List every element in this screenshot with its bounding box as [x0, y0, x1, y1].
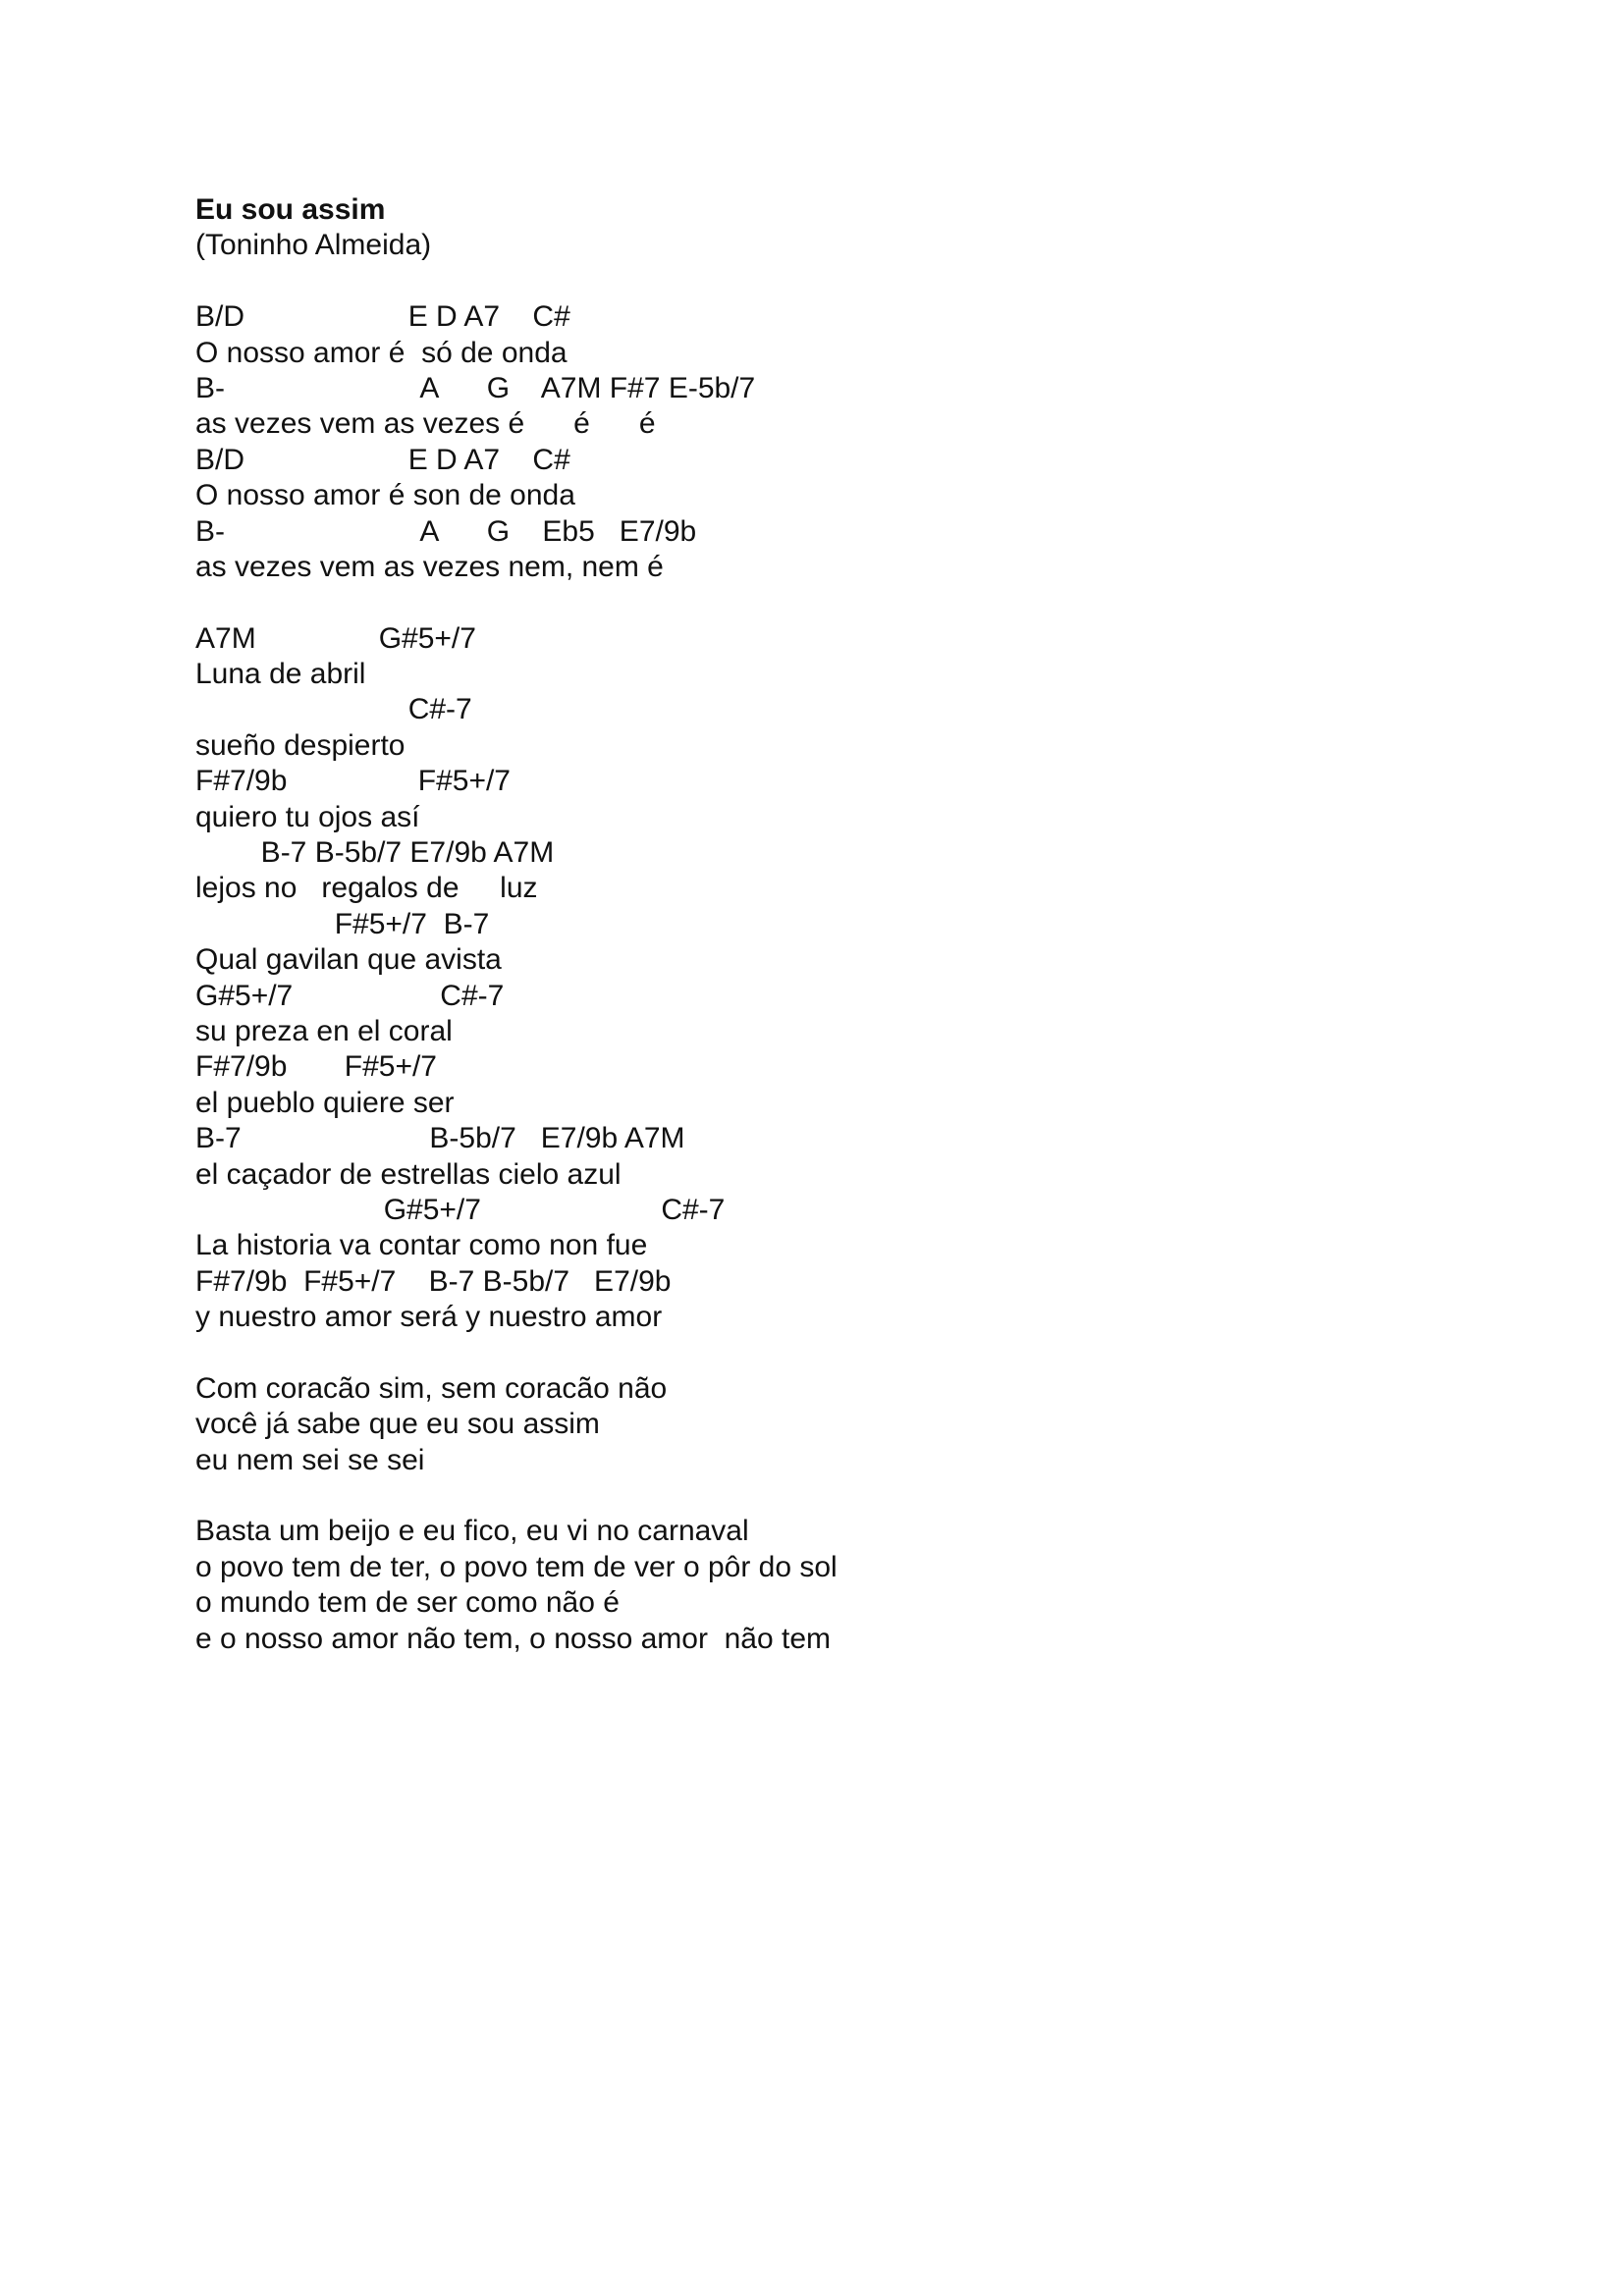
chord-line: F#7/9b F#5+/7: [195, 765, 511, 798]
lyric-line: você já sabe que eu sou assim: [195, 1408, 600, 1441]
lyric-line: O nosso amor é só de onda: [195, 336, 568, 369]
chord-line: B/D E D A7 C#: [195, 300, 570, 334]
lyric-line: Com coracão sim, sem coracão não: [195, 1371, 668, 1405]
spacer: [195, 585, 1472, 620]
lyric-line: Basta um beijo e eu fico, eu vi no carnaval: [195, 1515, 749, 1548]
lyric-line: O nosso amor é son de onda: [195, 479, 575, 512]
verse-4: [195, 1514, 1472, 1657]
lyric-line: Qual gavilan que avista: [195, 943, 502, 977]
chord-line: B/D E D A7 C#: [195, 443, 570, 476]
lyric-line: o povo tem de ter, o povo tem de ver o pôr do sol: [195, 1550, 838, 1583]
lyric-line: lejos no regalos de luz: [195, 872, 538, 905]
verse-2: [195, 621, 1472, 1336]
lyric-line: as vezes vem as vezes nem, nem é: [195, 550, 664, 583]
chord-line: F#7/9b F#5+/7 B-7 B-5b/7 E7/9b: [195, 1264, 672, 1298]
lyric-line: el pueblo quiere ser: [195, 1086, 455, 1119]
chord-line: B-7 B-5b/7 E7/9b A7M: [195, 1122, 685, 1155]
chord-line: G#5+/7 C#-7: [195, 1193, 726, 1226]
lyric-line: y nuestro amor será y nuestro amor: [195, 1301, 663, 1334]
verse-3: [195, 1371, 1472, 1478]
spacer: [195, 264, 1472, 299]
lyric-line: quiero tu ojos así: [195, 800, 420, 833]
lyric-line: o mundo tem de ser como não é: [195, 1586, 620, 1620]
lyric-line: e o nosso amor não tem, o nosso amor não tem: [195, 1622, 832, 1655]
chord-line: G#5+/7 C#-7: [195, 979, 505, 1012]
chord-line: B- A G Eb5 E7/9b: [195, 514, 697, 548]
chord-line: A7M G#5+/7: [195, 621, 476, 655]
lyric-line: La historia va contar como non fue: [195, 1229, 648, 1262]
chord-line: C#-7: [195, 693, 472, 726]
lyric-line: su preza en el coral: [195, 1014, 453, 1047]
verse-1: [195, 299, 1472, 585]
chord-line: B-7 B-5b/7 E7/9b A7M: [195, 836, 555, 870]
spacer: [195, 1336, 1472, 1371]
lyric-line: sueño despierto: [195, 728, 406, 762]
lyric-line: eu nem sei se sei: [195, 1443, 425, 1476]
chord-line: B- A G A7M F#7 E-5b/7: [195, 371, 756, 404]
lyric-line: Luna de abril: [195, 658, 366, 691]
song-composer: (Toninho Almeida): [195, 229, 432, 262]
chord-line: F#5+/7 B-7: [195, 907, 490, 940]
song-title: Eu sou assim: [195, 193, 386, 226]
lyric-line: as vezes vem as vezes é é é: [195, 407, 656, 441]
lyric-line: el caçador de estrellas cielo azul: [195, 1157, 622, 1191]
spacer: [195, 1478, 1472, 1514]
chord-line: F#7/9b F#5+/7: [195, 1050, 437, 1084]
chord-sheet: [195, 192, 1472, 1657]
